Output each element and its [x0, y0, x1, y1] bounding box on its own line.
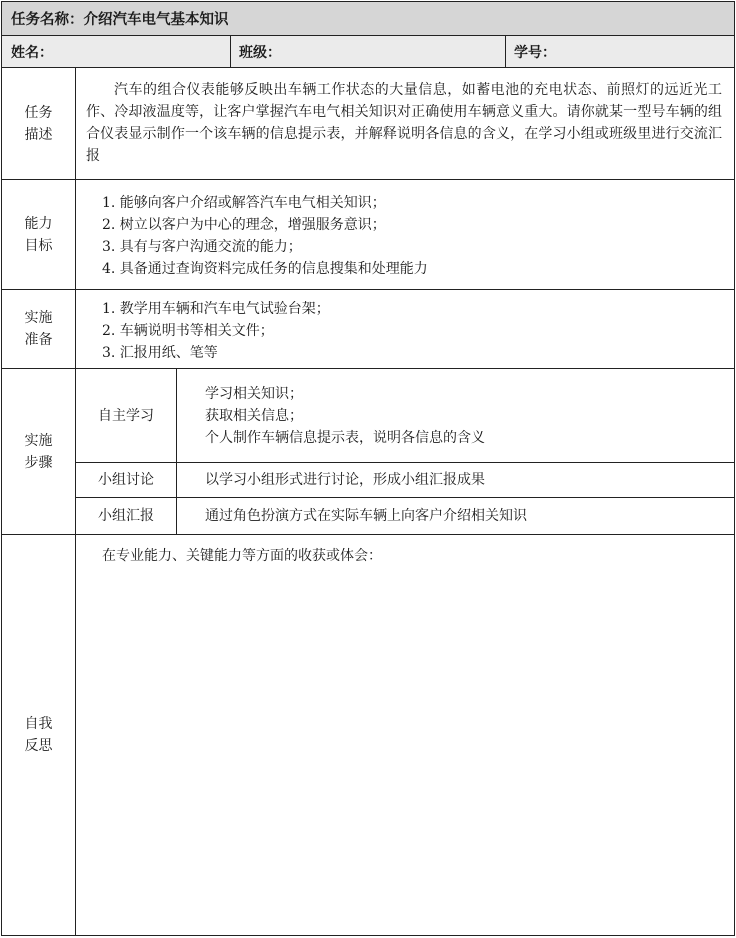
- step-self-study: [76, 369, 734, 463]
- ability-goals-list: [76, 180, 734, 280]
- task-title-label: 任务名称：: [11, 12, 84, 28]
- implementation-steps-row: [2, 369, 734, 535]
- task-description-row: [2, 68, 734, 180]
- info-divider: [505, 36, 506, 67]
- label-line: 准备: [24, 332, 53, 348]
- step-line: 学习相关知识；: [205, 385, 303, 402]
- label-line: 能力: [24, 215, 53, 232]
- class-label: 班级：: [239, 44, 281, 61]
- task-description-content: [76, 68, 734, 179]
- preparation-row: [2, 290, 734, 369]
- step-label: 小组汇报: [76, 498, 177, 534]
- list-item: 2. 树立以客户为中心的理念，增强服务意识；: [102, 217, 386, 233]
- step-label: 小组讨论: [76, 463, 177, 497]
- step-line: 个人制作车辆信息提示表，说明各信息的含义: [205, 429, 485, 446]
- step-line: 通过角色扮演方式在实际车辆上向客户介绍相关知识: [205, 508, 527, 524]
- step-content: [177, 498, 734, 534]
- ability-goals-content: [76, 180, 734, 289]
- implementation-steps-content: [76, 369, 734, 534]
- step-group-discussion: [76, 463, 734, 498]
- preparation-list: [76, 290, 734, 364]
- self-reflection-row: [2, 535, 734, 935]
- label-line: 任务: [24, 104, 53, 121]
- preparation-content: [76, 290, 734, 368]
- list-item: 1. 教学用车辆和汽车电气试验台架；: [102, 301, 330, 317]
- student-info-row: [2, 36, 734, 68]
- ability-goals-label: [2, 180, 76, 289]
- self-reflection-label: [2, 535, 76, 935]
- list-item: 3. 汇报用纸、笔等: [102, 345, 218, 361]
- step-line: 获取相关信息；: [205, 407, 303, 424]
- label-line: 反思: [24, 738, 53, 754]
- task-description-label: [2, 68, 76, 179]
- list-item: 2. 车辆说明书等相关文件；: [102, 323, 274, 339]
- task-worksheet: [1, 1, 735, 936]
- label-line: 步骤: [24, 454, 53, 471]
- student-id-label: 学号：: [514, 44, 556, 61]
- step-content: [177, 463, 734, 497]
- label-line: 实施: [24, 310, 53, 326]
- step-line: 以学习小组形式进行讨论，形成小组汇报成果: [205, 472, 485, 488]
- self-reflection-prompt: 在专业能力、关键能力等方面的收获或体会：: [102, 548, 382, 564]
- implementation-steps-label: [2, 369, 76, 534]
- list-item: 1. 能够向客户介绍或解答汽车电气相关知识；: [102, 195, 386, 211]
- ability-goals-row: [2, 180, 734, 290]
- task-title-value: 介绍汽车电气基本知识: [83, 12, 229, 28]
- name-label: 姓名：: [11, 44, 53, 61]
- step-group-report: [76, 498, 734, 534]
- step-label: 自主学习: [76, 369, 177, 462]
- list-item: 4. 具备通过查询资料完成任务的信息搜集和处理能力: [102, 261, 428, 277]
- list-item: 3. 具有与客户沟通交流的能力；: [102, 239, 302, 255]
- preparation-label: [2, 290, 76, 368]
- label-line: 实施: [24, 432, 53, 449]
- step-content: [177, 369, 734, 462]
- task-title-row: [2, 2, 734, 36]
- self-reflection-content[interactable]: [76, 535, 734, 935]
- info-divider: [230, 36, 231, 67]
- label-line: 自我: [24, 716, 53, 732]
- label-line: 描述: [24, 126, 53, 143]
- task-description-text: 汽车的组合仪表能够反映出车辆工作状态的大量信息，如蓄电池的充电状态、前照灯的远近光工作、冷却液温度等，让客户掌握汽车电气相关知识对正确使用车辆意义重大。请你就某一型号车辆的组合仪表显示制作一个该车辆的信息提示表，并解释说明各信息的含义，在学习小组或班级里进行交流汇报: [86, 82, 722, 164]
- label-line: 目标: [24, 237, 53, 254]
